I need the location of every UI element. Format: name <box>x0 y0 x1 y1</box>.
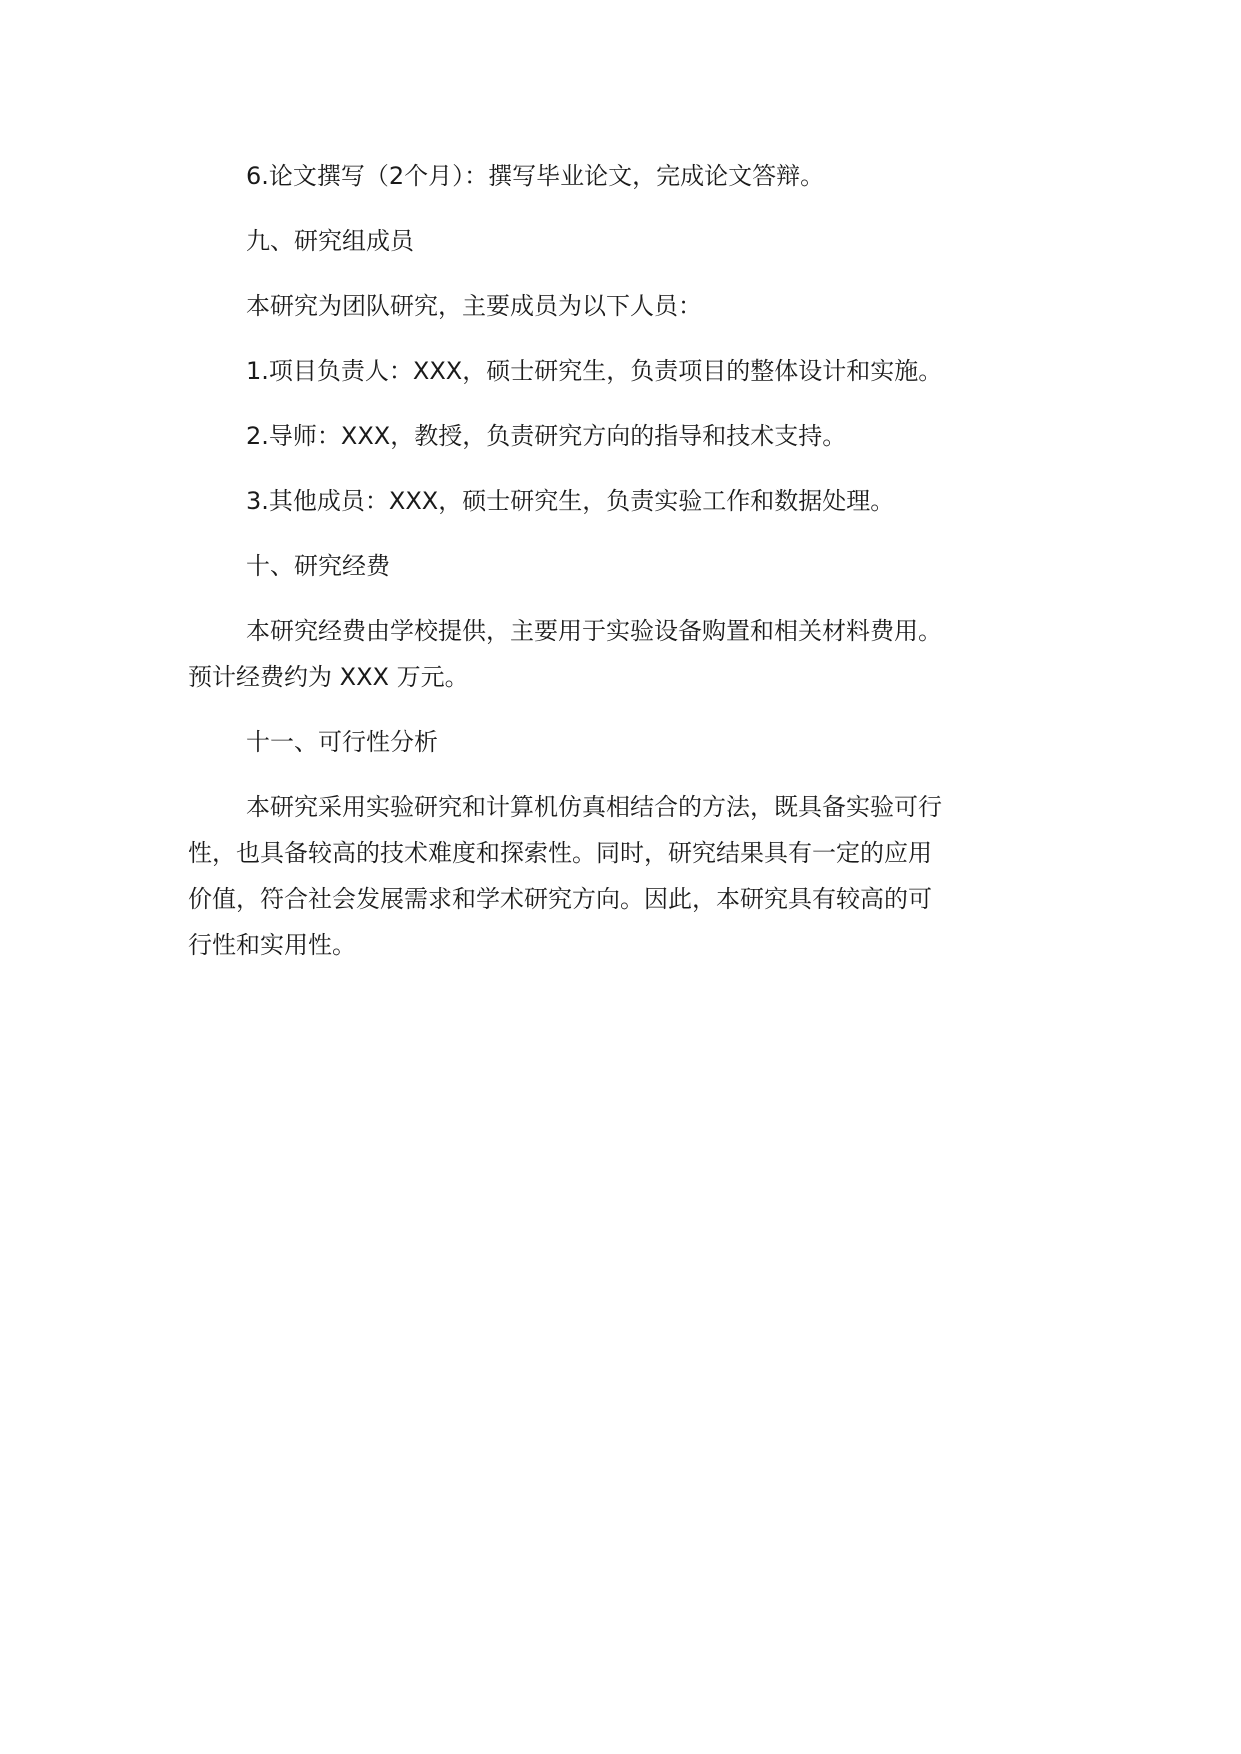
section-heading-funding: 十、研究经费 <box>246 552 390 580</box>
feasibility-line-3: 价值，符合社会发展需求和学术研究方向。因此，本研究具有较高的可 <box>188 885 932 913</box>
feasibility-line-2: 性，也具备较高的技术难度和探索性。同时，研究结果具有一定的应用 <box>188 839 932 867</box>
feasibility-line-4: 行性和实用性。 <box>188 931 356 959</box>
member-item-advisor: 2.导师：XXX，教授，负责研究方向的指导和技术支持。 <box>246 422 847 450</box>
funding-line-2: 预计经费约为 XXX 万元。 <box>188 663 469 691</box>
document-body <box>188 153 1036 968</box>
feasibility-paragraph <box>188 784 1036 968</box>
members-intro: 本研究为团队研究，主要成员为以下人员： <box>246 292 702 320</box>
schedule-item-thesis: 6.论文撰写（2个月）：撰写毕业论文，完成论文答辩。 <box>246 162 825 190</box>
feasibility-line-1: 本研究采用实验研究和计算机仿真相结合的方法，既具备实验可行 <box>246 793 942 821</box>
member-item-others: 3.其他成员：XXX，硕士研究生，负责实验工作和数据处理。 <box>246 487 895 515</box>
funding-line-1: 本研究经费由学校提供，主要用于实验设备购置和相关材料费用。 <box>246 617 942 645</box>
funding-paragraph <box>188 608 1036 700</box>
section-heading-feasibility: 十一、可行性分析 <box>246 728 438 756</box>
section-heading-members: 九、研究组成员 <box>246 227 414 255</box>
member-item-leader: 1.项目负责人：XXX，硕士研究生，负责项目的整体设计和实施。 <box>246 357 943 385</box>
